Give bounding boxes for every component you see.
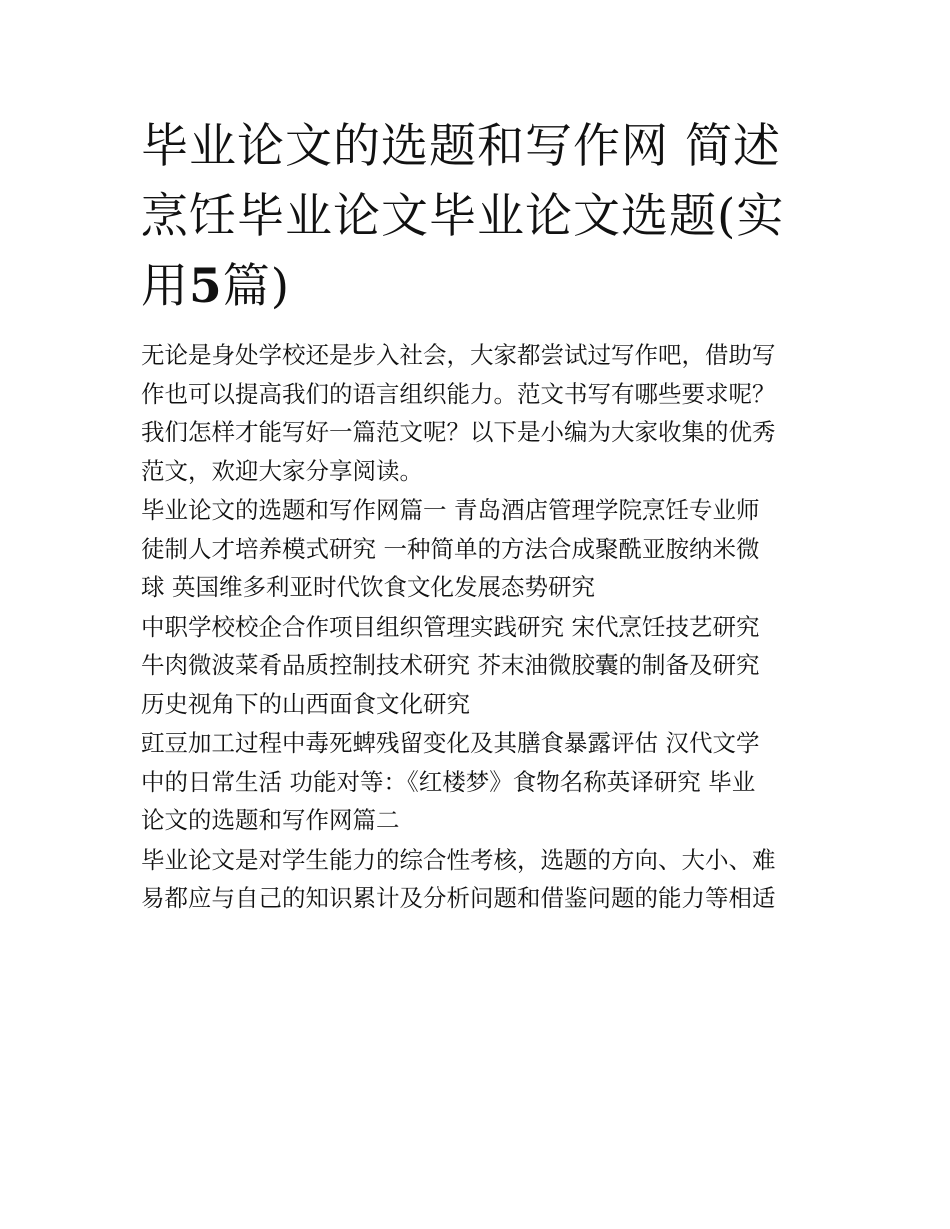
intro-paragraph (141, 336, 813, 490)
topics-1-line-2: 徒制人才培养模式研究 一种简单的方法合成聚酰亚胺纳米微 (141, 534, 760, 563)
topics-paragraph-2 (141, 608, 813, 724)
body-2-line-1: 毕业论文是对学生能力的综合性考核，选题的方向、大小、难 (141, 845, 776, 874)
intro-line-2: 作也可以提高我们的语言组织能力。范文书写有哪些要求呢？ (141, 379, 776, 408)
topics-2-line-1: 中职学校校企合作项目组织管理实践研究 宋代烹饪技艺研究 (141, 612, 760, 641)
topics-2-line-3: 历史视角下的山西面食文化研究 (141, 689, 470, 718)
topics-3-line-3: 论文的选题和写作网篇二 (141, 806, 400, 834)
body-2-line-2: 易都应与自己的知识累计及分析问题和借鉴问题的能力等相适 (141, 884, 776, 912)
topics-2-line-2: 牛肉微波菜肴品质控制技术研究 芥末油微胶囊的制备及研究 (141, 651, 760, 679)
intro-line-4: 范文，欢迎大家分享阅读。 (141, 456, 423, 485)
topics-paragraph-3 (141, 724, 813, 840)
title-line-1: 毕业论文的选题和写作网 简述 (141, 119, 781, 174)
topics-paragraph-1 (141, 491, 813, 607)
title-line-3: 用5篇) (141, 259, 291, 314)
body-paragraph-2 (141, 841, 813, 918)
topics-3-line-1: 豇豆加工过程中毒死蜱残留变化及其膳食暴露评估 汉代文学 (141, 729, 760, 757)
intro-line-1: 无论是身处学校还是步入社会，大家都尝试过写作吧，借助写 (141, 341, 776, 369)
title-line-2: 烹饪毕业论文毕业论文选题(实 (141, 189, 785, 244)
topics-1-line-3: 球 英国维多利亚时代饮食文化发展态势研究 (141, 573, 595, 601)
intro-line-3: 我们怎样才能写好一篇范文呢？以下是小编为大家收集的优秀 (141, 418, 776, 446)
topics-1-line-1: 毕业论文的选题和写作网篇一 青岛酒店管理学院烹饪专业师 (141, 496, 760, 524)
topics-3-line-2: 中的日常生活 功能对等：《红楼梦》食物名称英译研究 毕业 (141, 767, 756, 796)
document-title (141, 112, 813, 322)
document-page (141, 112, 813, 919)
